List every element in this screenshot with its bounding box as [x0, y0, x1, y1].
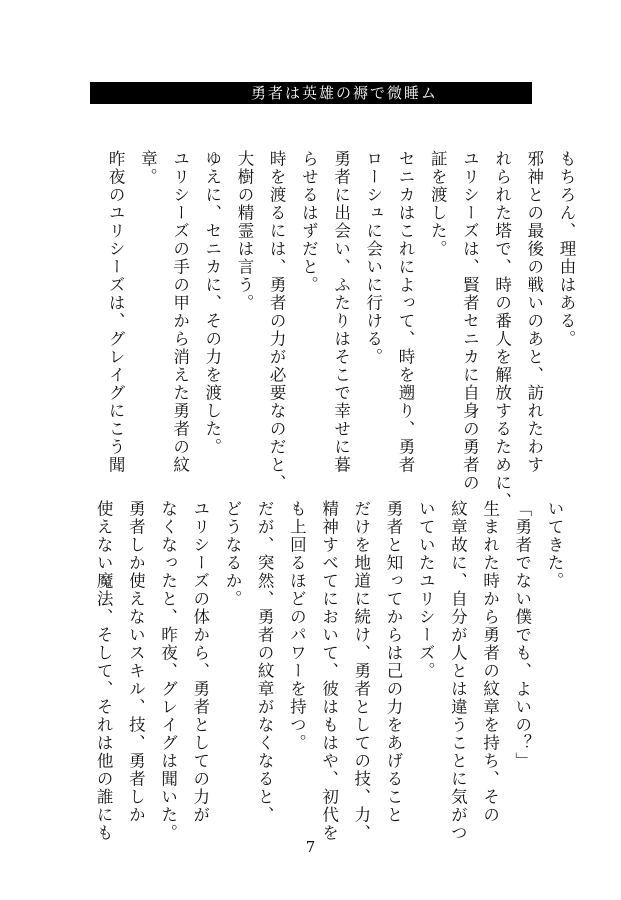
text-line: 勇者しか使えないスキル、技、勇者しか	[126, 500, 146, 824]
text-line: らせるはずだと。	[299, 150, 319, 294]
text-line: 使えない魔法、そして、それは他の誰にも	[94, 500, 114, 842]
text-line: 生まれた時から勇者の紋章を持ち、その	[480, 500, 500, 824]
text-line: だけを地道に続け、勇者としての技、力、	[351, 500, 371, 842]
text-line: ユリシーズの手の甲から消えた勇者の紋	[170, 150, 190, 474]
text-line: なくなったと、昨夜、グレイグは聞いた。	[158, 500, 178, 842]
text-line: ゆえに、セニカに、その力を渡した。	[202, 150, 222, 456]
text-line: 紋章故に、自分が人とは違うことに気がつ	[448, 500, 468, 842]
text-line: いてきた。	[545, 500, 564, 590]
text-line: だが、突然、勇者の紋章がなくなると、	[255, 500, 275, 824]
running-header-bar	[90, 82, 532, 104]
page-number: 7	[305, 838, 316, 856]
upper-text-block	[106, 150, 582, 510]
text-line: ローシュに会いに行ける。	[363, 150, 383, 366]
text-line: 「勇者でない僕でも、よいの？」	[512, 500, 532, 770]
text-line: 精神すべてにおいて、彼はもはや、初代を	[319, 500, 339, 842]
text-line: 章。	[138, 150, 158, 186]
text-line: ユリシーズの体から、勇者としての力が	[190, 500, 210, 824]
text-line: も上回るほどのパワーを持つ。	[287, 500, 307, 752]
text-line: れられた塔で、時の番人を解放するために、	[492, 150, 512, 510]
running-header-title: 勇者は英雄の褥で微睡ム	[250, 84, 438, 102]
text-line: 勇者と知ってからは己の力をあげること	[383, 500, 403, 824]
text-line: いていたユリシーズ。	[416, 500, 436, 680]
text-line: ユリシーズは、賢者セニカに自身の勇者の	[460, 150, 480, 492]
text-line: 大樹の精霊は言う。	[234, 150, 254, 312]
text-line: 時を渡るには、勇者の力が必要なのだと、	[267, 150, 287, 492]
text-line: 邪神との最後の戦いのあと、訪れたわす	[524, 150, 544, 474]
text-line: 証を渡した。	[428, 150, 448, 258]
text-line: 勇者に出会い、ふたりはそこで幸せに暮	[331, 150, 351, 474]
text-line: どうなるか。	[222, 500, 242, 608]
text-line: セニカはこれによって、時を遡り、勇者	[395, 150, 415, 474]
text-line: 昨夜のユリシーズは、グレイグにこう聞	[106, 150, 126, 474]
text-line: もちろん、理由はある。	[557, 150, 576, 348]
lower-text-block	[94, 500, 570, 850]
